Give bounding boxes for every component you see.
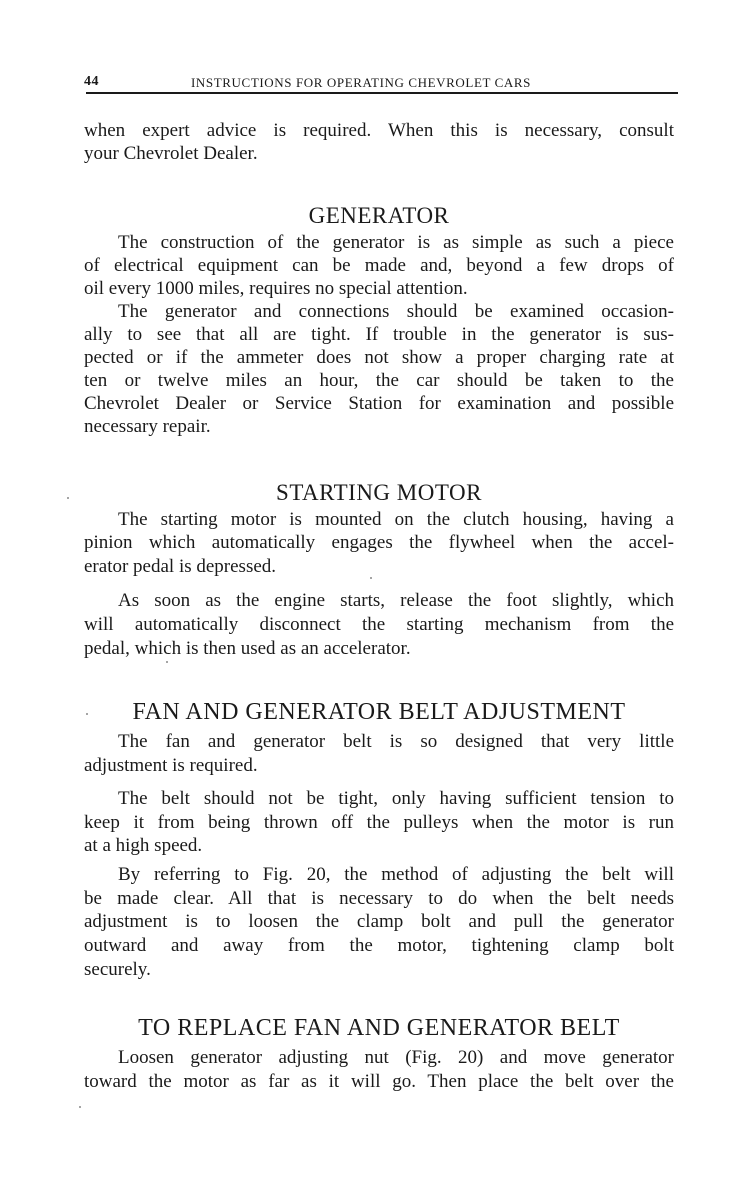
text-line: outward and away from the motor, tightening clamp bolt <box>84 935 674 956</box>
text-line: erator pedal is depressed. <box>84 556 277 577</box>
text-line: at a high speed. <box>84 835 203 856</box>
text-line: Chevrolet Dealer or Service Station for examination and possible <box>84 393 674 414</box>
section-heading-starting-motor: STARTING MOTOR <box>276 480 482 505</box>
scan-speck <box>67 497 69 499</box>
text-line: your Chevrolet Dealer. <box>84 143 258 164</box>
text-line: securely. <box>84 959 151 980</box>
text-line: pinion which automatically engages the flywheel when the accel- <box>84 532 674 553</box>
text-line: The starting motor is mounted on the clutch housing, having a <box>118 509 674 530</box>
text-line: By referring to Fig. 20, the method of adjusting the belt will <box>118 864 674 885</box>
text-line: ally to see that all are tight. If trouble in the generator is sus- <box>84 324 674 345</box>
running-title: INSTRUCTIONS FOR OPERATING CHEVROLET CARS <box>191 75 532 90</box>
scan-speck <box>370 577 372 579</box>
text-line: keep it from being thrown off the pulleys when the motor is run <box>84 812 674 833</box>
text-line: oil every 1000 miles, requires no special attention. <box>84 278 468 299</box>
text-line: The generator and connections should be examined occasion- <box>118 301 674 322</box>
text-line: be made clear. All that is necessary to do when the belt needs <box>84 888 674 909</box>
running-head <box>84 74 680 94</box>
text-line: The fan and generator belt is so designed that very little <box>118 731 674 752</box>
section-heading-generator: GENERATOR <box>308 203 450 228</box>
text-line: necessary repair. <box>84 416 211 437</box>
text-line: pected or if the ammeter does not show a proper charging rate at <box>84 347 674 368</box>
scan-speck <box>79 1106 81 1108</box>
header-rule <box>86 92 678 94</box>
text-line: of electrical equipment can be made and, beyond a few drops of <box>84 255 674 276</box>
text-line: when expert advice is required. When this is necessary, consult <box>84 120 674 141</box>
text-line: The belt should not be tight, only having sufficient tension to <box>118 788 674 809</box>
section-heading-belt-adjustment: FAN AND GENERATOR BELT ADJUSTMENT <box>132 699 626 725</box>
scan-speck <box>86 713 88 715</box>
text-line: Loosen generator adjusting nut (Fig. 20) and move generator <box>118 1047 674 1068</box>
text-line: As soon as the engine starts, release the foot slightly, which <box>118 590 674 611</box>
scan-speck <box>166 661 168 663</box>
text-line: will automatically disconnect the starting mechanism from the <box>84 614 674 635</box>
text-line: ten or twelve miles an hour, the car should be taken to the <box>84 370 674 391</box>
text-line: adjustment is required. <box>84 755 258 776</box>
text-line: pedal, which is then used as an accelerator. <box>84 638 411 659</box>
text-line: adjustment is to loosen the clamp bolt and pull the generator <box>84 911 674 932</box>
text-line: The construction of the generator is as simple as such a piece <box>118 232 674 253</box>
page-number: 44 <box>84 74 99 89</box>
text-line: toward the motor as far as it will go. Then place the belt over the <box>84 1071 674 1092</box>
section-heading-replace-belt: TO REPLACE FAN AND GENERATOR BELT <box>138 1015 620 1041</box>
